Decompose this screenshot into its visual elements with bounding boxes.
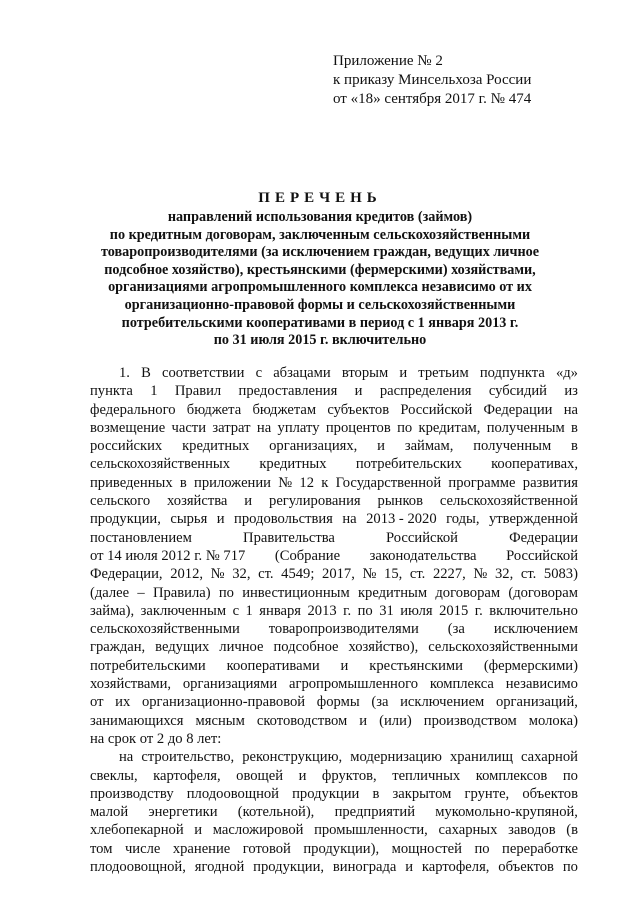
word: масложировой bbox=[212, 822, 304, 839]
word: закрытом bbox=[392, 785, 452, 802]
word: на bbox=[119, 749, 134, 766]
word: 4549; bbox=[281, 566, 315, 583]
word: мясным bbox=[195, 712, 245, 729]
paragraph-line bbox=[90, 510, 578, 528]
word: и bbox=[359, 712, 368, 729]
word: (за bbox=[447, 621, 465, 638]
word: бюджета bbox=[186, 401, 242, 418]
paragraph-line bbox=[90, 638, 578, 656]
word: от 14 июля 2012 г. № 717 bbox=[90, 547, 246, 564]
word: полученным bbox=[473, 438, 552, 455]
word: Государственной bbox=[335, 474, 442, 491]
word: включительно bbox=[489, 602, 578, 619]
word: Российской bbox=[506, 547, 578, 564]
subtitle-line: подсобное хозяйство), крестьянскими (фермерскими) хозяйствами, bbox=[104, 261, 536, 278]
word: Правительства bbox=[243, 529, 335, 546]
word: организациями bbox=[182, 676, 278, 693]
word: подпункта bbox=[479, 365, 545, 381]
word: энергетики bbox=[148, 804, 218, 821]
word: и bbox=[399, 365, 408, 381]
document-title: ПЕРЕЧЕНЬ bbox=[258, 190, 382, 206]
word: приведенных bbox=[90, 474, 173, 491]
word: сельскохозяйственных bbox=[90, 456, 231, 473]
paragraph-line bbox=[90, 785, 578, 803]
word: и bbox=[194, 822, 203, 839]
word: исключением bbox=[400, 694, 485, 711]
paragraph-line bbox=[90, 455, 578, 473]
word: программе bbox=[448, 474, 516, 491]
word: г. bbox=[474, 602, 483, 619]
word: на bbox=[256, 419, 272, 436]
paragraph-2 bbox=[90, 748, 578, 876]
paragraph-line bbox=[90, 767, 578, 785]
paragraph-line bbox=[90, 803, 578, 821]
word: 2015 bbox=[439, 602, 469, 619]
subtitle-line: организационно-правовой формы и сельскохозяйственными bbox=[124, 296, 516, 313]
word: ст. bbox=[520, 566, 537, 583]
word: уплату bbox=[277, 419, 320, 436]
word: (за bbox=[371, 694, 389, 711]
word: 32, bbox=[232, 566, 251, 583]
word: граждан, bbox=[90, 639, 146, 656]
appendix-header bbox=[333, 52, 531, 109]
word: сырья bbox=[170, 511, 208, 528]
subtitle-line: товаропроизводителями (за исключением граждан, ведущих личное bbox=[100, 244, 540, 261]
subtitle-line: направлений использования кредитов (займов) bbox=[167, 209, 473, 225]
word: скотоводством bbox=[256, 712, 348, 729]
word: их bbox=[115, 694, 131, 711]
word: продукции, bbox=[90, 511, 161, 528]
word: 1 bbox=[245, 602, 253, 619]
word: 5083) bbox=[543, 566, 578, 583]
word: постановлением bbox=[90, 529, 192, 546]
word: формы bbox=[316, 694, 360, 711]
word: Российской bbox=[400, 401, 473, 418]
word: производству bbox=[90, 785, 174, 802]
word: 12 bbox=[299, 474, 315, 491]
word: Правил bbox=[174, 383, 222, 400]
word: хлебопекарной bbox=[90, 822, 184, 839]
word: января bbox=[259, 602, 302, 619]
word: предоставления bbox=[238, 383, 338, 400]
word: заключенным bbox=[140, 602, 227, 619]
paragraph-line bbox=[90, 693, 578, 711]
paragraph-line bbox=[90, 565, 578, 583]
subtitle-line: по кредитным договорам, заключенным сельскохозяйственными bbox=[109, 226, 531, 243]
paragraph-line bbox=[90, 748, 578, 766]
appendix-number: Приложение № 2 bbox=[333, 53, 443, 69]
word: (в bbox=[566, 822, 578, 839]
word: организациях, bbox=[269, 438, 358, 455]
paragraph-line bbox=[90, 547, 578, 565]
word: картофеля, bbox=[421, 859, 490, 876]
word: продукции bbox=[292, 785, 360, 802]
word: продовольствия bbox=[234, 511, 333, 528]
document-body bbox=[90, 364, 578, 876]
word: по bbox=[397, 419, 413, 436]
word: готовой bbox=[242, 840, 291, 857]
word: и bbox=[298, 767, 307, 784]
word: № bbox=[473, 566, 488, 583]
word: Федерации bbox=[483, 401, 553, 418]
word: Правила) bbox=[152, 584, 211, 601]
word: фруктов, bbox=[321, 767, 377, 784]
word: личное bbox=[219, 639, 264, 656]
word: № bbox=[210, 566, 225, 583]
paragraph-1 bbox=[90, 364, 578, 730]
word: 1. bbox=[119, 365, 130, 381]
word: по bbox=[357, 602, 373, 619]
word: 1 bbox=[150, 383, 158, 400]
word: модернизацию bbox=[350, 749, 442, 766]
word: возмещение bbox=[90, 419, 166, 436]
word: продукции, bbox=[253, 859, 325, 876]
word: ст. bbox=[258, 566, 274, 583]
word: процентов bbox=[325, 419, 391, 436]
word: 2013 - 2020 bbox=[366, 511, 437, 528]
word: мощностей bbox=[391, 840, 462, 857]
word: по bbox=[562, 859, 578, 876]
paragraph-line bbox=[90, 437, 578, 455]
word: организаций, bbox=[495, 694, 578, 711]
word: ст. bbox=[409, 566, 426, 583]
word: и bbox=[354, 383, 363, 400]
word: Федерации, bbox=[90, 566, 163, 583]
word: в bbox=[179, 474, 187, 491]
word: г. bbox=[343, 602, 352, 619]
word: переработке bbox=[502, 840, 578, 857]
word: (фермерскими) bbox=[483, 657, 578, 674]
word: хозяйствами, bbox=[90, 676, 172, 693]
word: том bbox=[90, 840, 113, 857]
paragraph-line bbox=[90, 602, 578, 620]
word: к bbox=[321, 474, 329, 491]
word: агропромышленного bbox=[288, 676, 419, 693]
word: по bbox=[218, 584, 234, 601]
word: хозяйства bbox=[167, 493, 228, 510]
appendix-order-date: от «18» сентября 2017 г. № 474 bbox=[333, 91, 532, 107]
word: независимо bbox=[505, 676, 578, 693]
word: объектов bbox=[522, 785, 578, 802]
word: строительство, bbox=[141, 749, 235, 766]
word: 2013 bbox=[307, 602, 337, 619]
word: производством bbox=[423, 712, 517, 729]
word: реконструкцию, bbox=[242, 749, 343, 766]
word: (Собрание bbox=[274, 547, 341, 564]
word: (или) bbox=[379, 712, 412, 729]
paragraph-line bbox=[90, 712, 578, 730]
word: развития bbox=[522, 474, 578, 491]
word: хранение bbox=[172, 840, 231, 857]
word: кредитам, bbox=[418, 419, 481, 436]
word: субъектов bbox=[327, 401, 390, 418]
subtitle-line: потребительскими кооперативами в период с 1 января 2013 г. bbox=[121, 314, 519, 331]
word: мукомольно-крупяной, bbox=[435, 804, 578, 821]
word: части bbox=[171, 419, 206, 436]
document-subtitle bbox=[60, 209, 580, 350]
subtitle-line: организациями агропромышленного комплекса независимо от их bbox=[108, 279, 532, 296]
word: вторым bbox=[341, 365, 389, 381]
paragraph-line bbox=[90, 858, 578, 876]
word: – bbox=[137, 584, 145, 601]
word: регулирования bbox=[269, 493, 361, 510]
word: 2227, bbox=[432, 566, 466, 583]
word: субсидий bbox=[488, 383, 547, 400]
word: продукции), bbox=[303, 840, 380, 857]
word: абзацами bbox=[273, 365, 331, 381]
word: кооперативами bbox=[226, 657, 320, 674]
appendix-order-ref: к приказу Минсельхоза России bbox=[333, 72, 532, 88]
word: комплексов bbox=[475, 767, 548, 784]
word: и bbox=[405, 859, 414, 876]
word: хранилищ bbox=[449, 749, 513, 766]
paragraph-line bbox=[90, 620, 578, 638]
word: и bbox=[340, 657, 349, 674]
word: в bbox=[571, 438, 578, 455]
word: займам, bbox=[404, 438, 454, 455]
word: годы, bbox=[446, 511, 480, 528]
word: соответствии bbox=[161, 365, 245, 381]
word: 2012, bbox=[170, 566, 204, 583]
word: на bbox=[342, 511, 357, 528]
word: кредитным bbox=[357, 584, 428, 601]
word: приложении bbox=[194, 474, 271, 491]
word: в bbox=[571, 419, 578, 436]
word: кредитных bbox=[182, 438, 250, 455]
word: утвержденной bbox=[488, 511, 578, 528]
paragraph-line bbox=[90, 675, 578, 693]
word: федерального bbox=[90, 401, 176, 418]
word: 15, bbox=[384, 566, 403, 583]
word: 32, bbox=[494, 566, 514, 583]
paragraph-line bbox=[90, 529, 578, 547]
word: В bbox=[141, 365, 151, 381]
word: комплекса bbox=[429, 676, 494, 693]
word: организационно-правовой bbox=[141, 694, 306, 711]
word: июля bbox=[400, 602, 433, 619]
word: Российской bbox=[386, 529, 458, 546]
word: Федерации bbox=[509, 529, 578, 546]
word: «д» bbox=[555, 365, 578, 381]
word: рынков bbox=[377, 493, 423, 510]
word: малой bbox=[90, 804, 129, 821]
word: договорам bbox=[435, 584, 501, 601]
word: (договорам bbox=[508, 584, 578, 601]
word: хозяйство), bbox=[348, 639, 419, 656]
paragraph-line bbox=[90, 840, 578, 858]
word: потребительских bbox=[355, 456, 462, 473]
paragraph-line bbox=[90, 492, 578, 510]
word: винограда bbox=[332, 859, 397, 876]
paragraph-line bbox=[90, 474, 578, 492]
word: подсобное bbox=[273, 639, 339, 656]
word: овощей bbox=[236, 767, 284, 784]
paragraph-line bbox=[90, 821, 578, 839]
word: от bbox=[90, 694, 104, 711]
word: крестьянскими bbox=[369, 657, 463, 674]
word: займа), bbox=[90, 602, 135, 619]
word: молока) bbox=[528, 712, 578, 729]
word: по bbox=[562, 767, 578, 784]
word: и bbox=[377, 438, 385, 455]
word: сельскохозяйственной bbox=[439, 493, 578, 510]
paragraph-line-text: на срок от 2 до 8 лет: bbox=[90, 730, 222, 747]
paragraph-line bbox=[90, 382, 578, 400]
word: полученным bbox=[486, 419, 565, 436]
paragraph-1-last-line bbox=[90, 730, 578, 748]
word: числе bbox=[124, 840, 161, 857]
subtitle-line: по 31 июля 2015 г. включительно bbox=[213, 332, 427, 349]
word: инвестиционным bbox=[242, 584, 350, 601]
word: (котельной), bbox=[237, 804, 315, 821]
word: затрат bbox=[212, 419, 251, 436]
word: кредитных bbox=[259, 456, 327, 473]
word: 31 bbox=[379, 602, 394, 619]
word: заводов bbox=[508, 822, 556, 839]
word: распределения bbox=[379, 383, 472, 400]
word: потребительскими bbox=[90, 657, 206, 674]
word: № bbox=[362, 566, 377, 583]
paragraph-line bbox=[90, 584, 578, 602]
word: предприятий bbox=[334, 804, 416, 821]
word: пункта bbox=[90, 383, 133, 400]
word: сельскохозяйственными bbox=[428, 639, 578, 656]
word: на bbox=[563, 401, 578, 418]
paragraph-line bbox=[90, 419, 578, 437]
word: с bbox=[255, 365, 263, 381]
word: объектов bbox=[498, 859, 554, 876]
word: картофеля, bbox=[153, 767, 221, 784]
word: и bbox=[216, 511, 225, 528]
word: плодоовощной, bbox=[90, 859, 186, 876]
word: тепличных bbox=[392, 767, 461, 784]
paragraph-line bbox=[90, 401, 578, 419]
word: (далее bbox=[90, 584, 130, 601]
word: сахарных bbox=[438, 822, 498, 839]
word: 2017, bbox=[322, 566, 355, 583]
word: занимающихся bbox=[90, 712, 184, 729]
paragraph-line bbox=[90, 657, 578, 675]
paragraph-line bbox=[90, 364, 578, 382]
word: третьим bbox=[418, 365, 469, 381]
word: по bbox=[474, 840, 490, 857]
word: российских bbox=[90, 438, 163, 455]
word: сахарной bbox=[521, 749, 578, 766]
word: промышленности, bbox=[314, 822, 428, 839]
word: ведущих bbox=[155, 639, 210, 656]
word: грунте, bbox=[464, 785, 510, 802]
word: ягодной bbox=[194, 859, 245, 876]
word: сельскохозяйственными bbox=[90, 621, 240, 638]
word: в bbox=[372, 785, 380, 802]
word: законодательства bbox=[369, 547, 477, 564]
word: из bbox=[564, 383, 578, 400]
word: кооперативах, bbox=[491, 456, 578, 473]
word: с bbox=[232, 602, 240, 619]
word: исключением bbox=[493, 621, 578, 638]
word: свеклы, bbox=[90, 767, 138, 784]
document-title-block bbox=[60, 188, 580, 350]
word: сельского bbox=[90, 493, 151, 510]
word: плодоовощной bbox=[186, 785, 279, 802]
word: товаропроизводителями bbox=[268, 621, 419, 638]
word: № bbox=[278, 474, 293, 491]
word: бюджетам bbox=[252, 401, 317, 418]
word: и bbox=[244, 493, 253, 510]
